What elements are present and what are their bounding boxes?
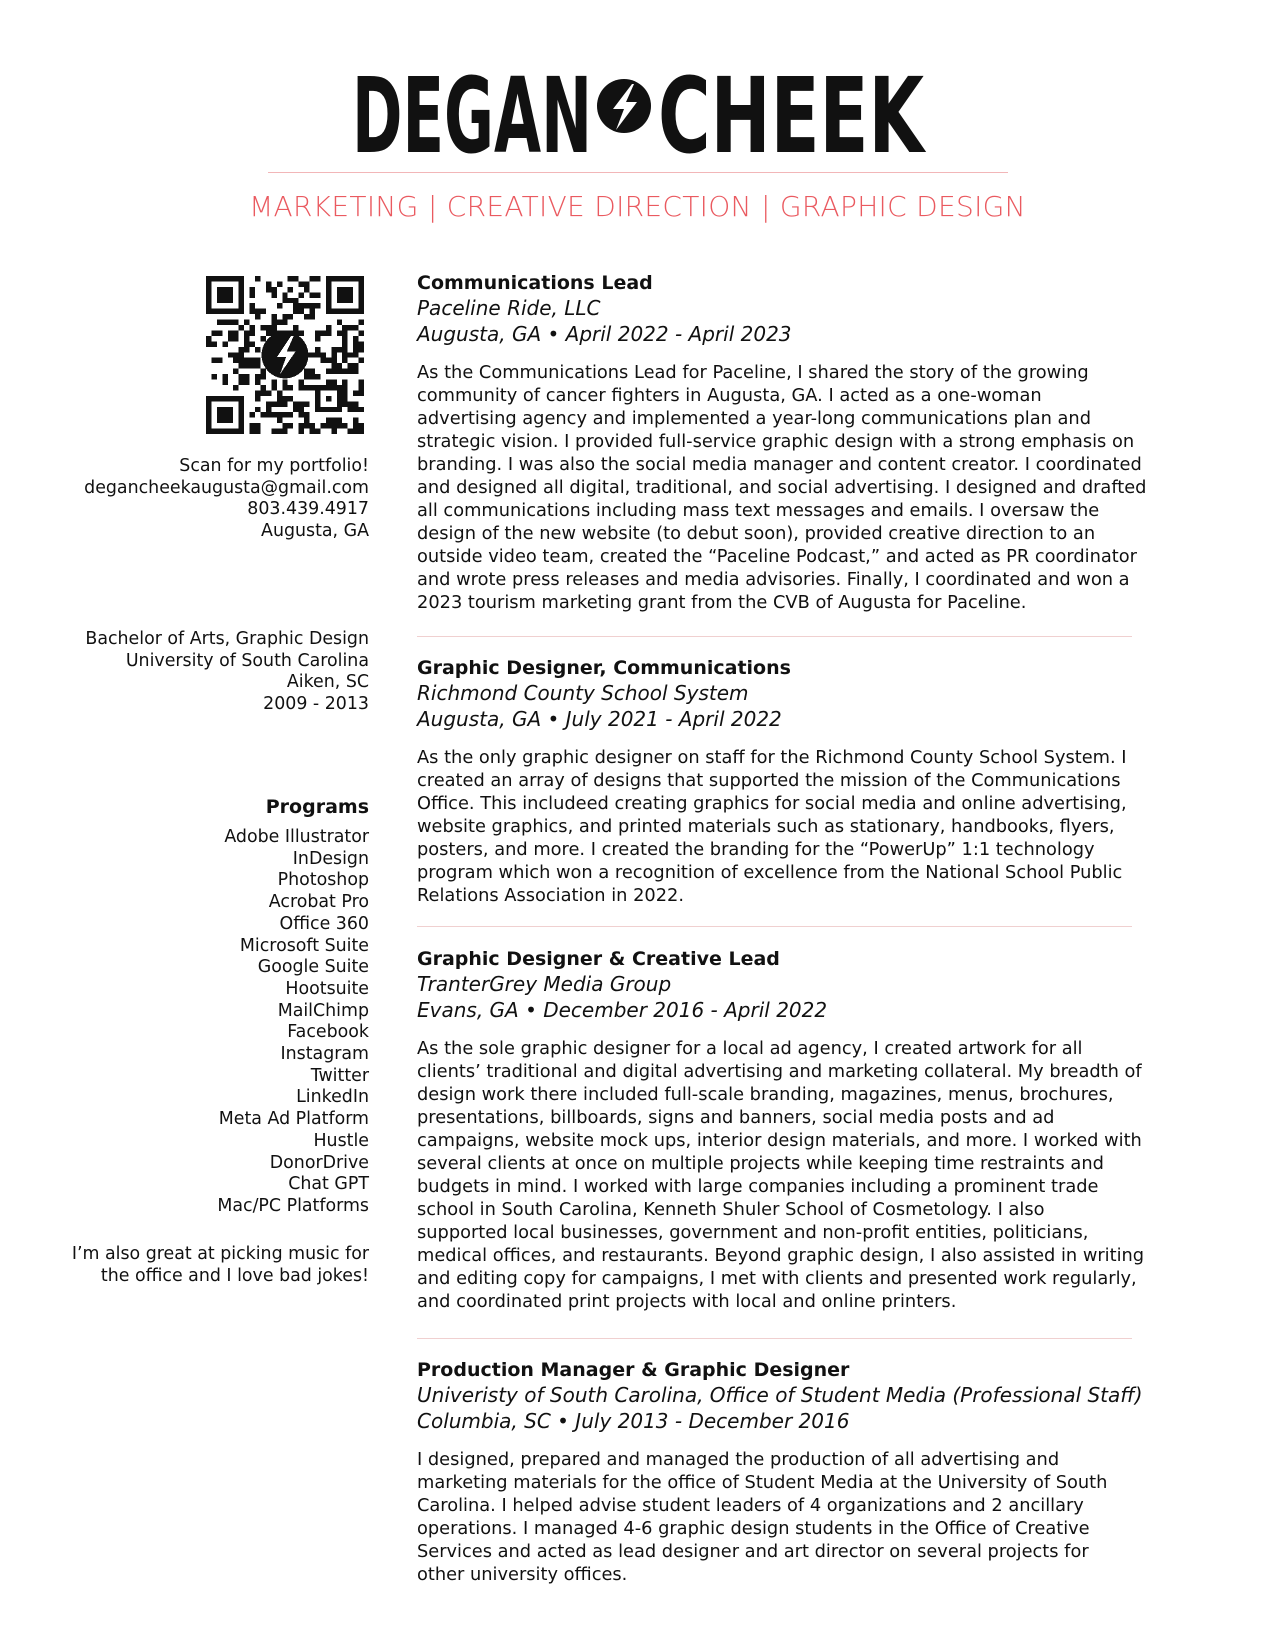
- program-item: Meta Ad Platform: [218, 1109, 369, 1130]
- description-line: I designed, prepared and managed the production of all advertising and: [417, 1449, 1060, 1470]
- description-line: operations. I managed 4-6 graphic design students in the Office of Creative: [417, 1518, 1090, 1539]
- programs-title: Programs: [265, 796, 369, 818]
- description-line: school in South Carolina, Kenneth Shuler School of Cosmetology. I also: [417, 1199, 1045, 1220]
- description-line: Relations Association in 2022.: [417, 885, 684, 906]
- qr-code-icon[interactable]: [206, 276, 364, 434]
- description-line: community of cancer fighters in Augusta, GA. I acted as a one-woman: [417, 385, 1042, 406]
- description-line: budgets in mind. I worked with large companies including a prominent trade: [417, 1176, 1099, 1197]
- description-line: outside video team, created the “Paceline Podcast,” and acted as PR coordinator: [417, 546, 1137, 567]
- description-line: supported local businesses, government and non-profit entities, politicians,: [417, 1222, 1089, 1243]
- description-line: Office. This includeed creating graphics for social media and online advertising,: [417, 793, 1127, 814]
- section-divider: [417, 1338, 1132, 1339]
- section-divider: [417, 926, 1132, 927]
- school-location: Aiken, SC: [286, 672, 369, 693]
- description-line: all communications including mass text messages and emails. I oversaw the: [417, 500, 1100, 521]
- description-line: and coordinated print projects with local and online printers.: [417, 1291, 957, 1312]
- job-title: Communications Lead: [417, 272, 653, 294]
- email[interactable]: degancheekaugusta@gmail.com: [84, 477, 369, 498]
- personal-note: [72, 1244, 369, 1287]
- description-line: website graphics, and printed materials such as stationary, handbooks, flyers,: [417, 816, 1115, 837]
- description-line: created an array of designs that supported the mission of the Communications: [417, 770, 1121, 791]
- contact-info: [84, 456, 369, 543]
- program-item: Facebook: [287, 1022, 369, 1043]
- program-item: Instagram: [280, 1044, 369, 1065]
- program-item: InDesign: [292, 848, 369, 869]
- job-title: Production Manager & Graphic Designer: [417, 1359, 850, 1381]
- program-item: MailChimp: [277, 1000, 369, 1021]
- logo: [352, 55, 927, 177]
- job-location-dates: Columbia, SC • July 2013 - December 2016: [417, 1409, 850, 1433]
- education: [85, 629, 369, 716]
- program-item: Chat GPT: [288, 1174, 369, 1195]
- job-entry: [417, 271, 1187, 614]
- job-location-dates: Evans, GA • December 2016 - April 2022: [417, 998, 828, 1022]
- program-item: Microsoft Suite: [239, 935, 369, 956]
- description-line: program which won a recognition of excellence from the National School Public: [417, 862, 1123, 883]
- job-description: [417, 1448, 1187, 1586]
- description-line: marketing materials for the office of Student Media at the University of South: [417, 1472, 1108, 1493]
- description-line: and editing copy for campaigns, I met with clients and presented work regularly,: [417, 1268, 1137, 1289]
- job-company: Univeristy of South Carolina, Office of Student Media (Professional Staff): [417, 1383, 1143, 1407]
- description-line: medical offices, and restaurants. Beyond graphic design, I also assisted in writing: [417, 1245, 1145, 1266]
- job-entry: [417, 656, 1187, 907]
- description-line: campaigns, website mock ups, interior design materials, and more. I worked with: [417, 1130, 1142, 1151]
- job-entry: [417, 1358, 1187, 1586]
- job-location-dates: Augusta, GA • April 2022 - April 2023: [417, 322, 792, 346]
- description-line: 2023 tourism marketing grant from the CVB of Augusta for Paceline.: [417, 592, 1027, 613]
- description-line: branding. I was also the social media manager and content creator. I coordinated: [417, 454, 1142, 475]
- description-line: presentations, billboards, signs and banners, social media posts and ad: [417, 1107, 1055, 1128]
- description-line: As the sole graphic designer for a local ad agency, I created artwork for all: [417, 1038, 1083, 1059]
- note-line: I’m also great at picking music for: [71, 1244, 369, 1264]
- tagline: MARKETING | CREATIVE DIRECTION | GRAPHIC DESIGN: [249, 190, 1026, 223]
- job-company: Paceline Ride, LLC: [417, 296, 601, 320]
- program-item: Office 360: [279, 913, 369, 934]
- program-item: Adobe Illustrator: [224, 827, 369, 847]
- program-item: Hustle: [313, 1130, 369, 1151]
- program-item: Hootsuite: [285, 978, 369, 999]
- description-line: design of the new website (to debut soon), provided creative direction to an: [417, 523, 1096, 544]
- logo-last-name: CHEEK: [658, 55, 927, 177]
- program-item: Mac/PC Platforms: [217, 1195, 369, 1216]
- job-description: [417, 361, 1187, 614]
- job-title: Graphic Designer, Communications: [417, 657, 791, 679]
- job-description: [417, 1037, 1187, 1313]
- job-entry: [417, 947, 1187, 1313]
- description-line: and designed all digital, traditional, and social advertising. I designed and drafted: [417, 477, 1147, 498]
- school: University of South Carolina: [125, 650, 369, 671]
- years: 2009 - 2013: [263, 694, 369, 715]
- phone[interactable]: 803.439.4917: [247, 499, 369, 520]
- description-line: posters, and more. I created the branding for the “PowerUp” 1:1 technology: [417, 839, 1095, 860]
- section-divider: [417, 636, 1132, 637]
- description-line: strategic vision. I provided full-service graphic design with a strong emphasis on: [417, 431, 1135, 452]
- header-divider: [268, 172, 1008, 173]
- logo-first-name: DEGAN: [352, 55, 592, 177]
- description-line: advertising agency and implemented a year-long communications plan and: [417, 408, 1091, 429]
- program-item: DonorDrive: [269, 1152, 369, 1173]
- location: Augusta, GA: [261, 521, 369, 542]
- job-company: TranterGrey Media Group: [417, 972, 672, 996]
- program-item: Acrobat Pro: [268, 892, 369, 913]
- job-description: [417, 746, 1187, 907]
- description-line: and wrote press releases and media advisories. Finally, I coordinated and won a: [417, 569, 1130, 590]
- note-line: the office and I love bad jokes!: [100, 1265, 369, 1286]
- lightning-bolt-icon: [597, 79, 651, 133]
- program-item: Google Suite: [257, 957, 369, 978]
- degree: Bachelor of Arts, Graphic Design: [85, 629, 369, 649]
- description-line: As the only graphic designer on staff for the Richmond County School System. I: [417, 747, 1127, 768]
- description-line: clients’ traditional and digital advertising and marketing collateral. My breadth of: [417, 1061, 1142, 1082]
- description-line: design work there included full-scale branding, magazines, menus, brochures,: [417, 1084, 1114, 1105]
- description-line: Services and acted as lead designer and art director on several projects for: [417, 1541, 1089, 1562]
- description-line: Carolina. I helped advise student leaders of 4 organizations and 2 ancillary: [417, 1495, 1084, 1516]
- programs-list: [217, 827, 369, 1218]
- program-item: Photoshop: [277, 870, 369, 891]
- job-title: Graphic Designer & Creative Lead: [417, 948, 780, 970]
- description-line: other university offices.: [417, 1564, 628, 1585]
- program-item: LinkedIn: [296, 1087, 369, 1108]
- portfolio-prompt: Scan for my portfolio!: [179, 456, 369, 476]
- job-location-dates: Augusta, GA • July 2021 - April 2022: [417, 707, 782, 731]
- job-company: Richmond County School System: [417, 681, 749, 705]
- description-line: As the Communications Lead for Paceline, I shared the story of the growing: [417, 362, 1089, 383]
- program-item: Twitter: [310, 1065, 369, 1086]
- description-line: several clients at once on multiple projects while keeping time restraints and: [417, 1153, 1104, 1174]
